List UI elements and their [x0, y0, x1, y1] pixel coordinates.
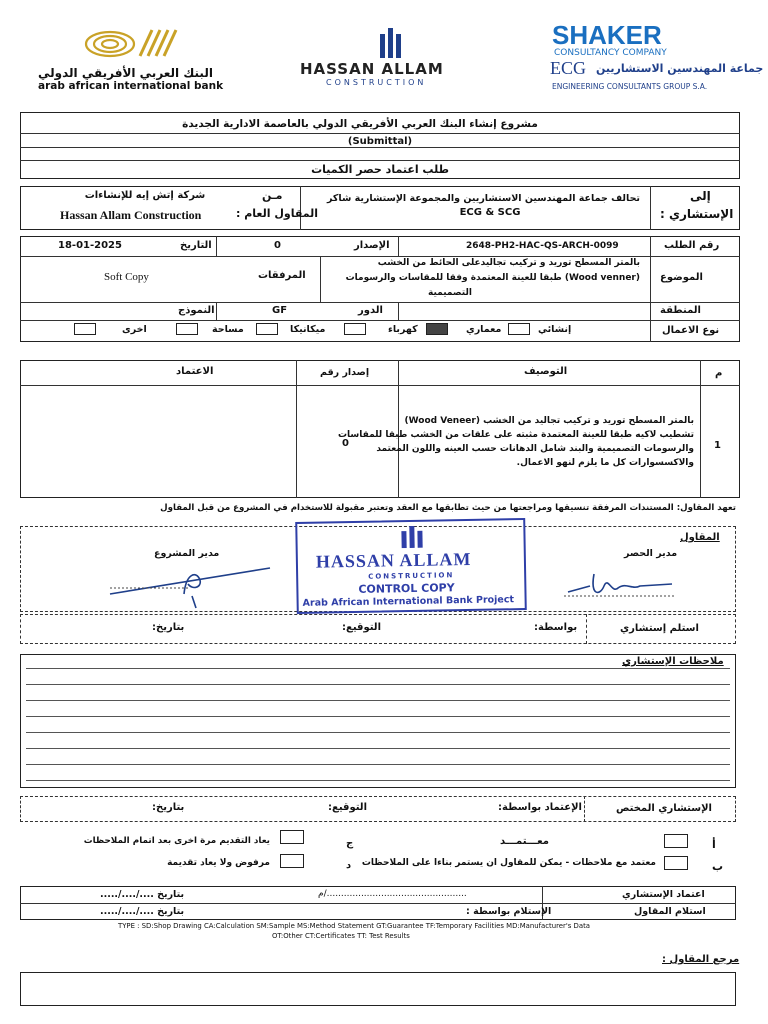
checkbox-survey[interactable] — [176, 323, 198, 335]
footer-date-1[interactable]: بتاريخ ..../..../..... — [100, 889, 185, 900]
control-copy-stamp — [295, 518, 527, 614]
hassan-allam-wordmark: HASSAN ALLAM — [300, 60, 444, 78]
work-type-structural: إنشائي — [538, 324, 572, 335]
approval-m-dots[interactable]: م/................................................. — [318, 889, 467, 899]
decision-a-checkbox[interactable] — [664, 834, 688, 848]
contractor-reference-box[interactable] — [20, 972, 736, 1006]
shaker-wordmark: SHAKER — [552, 20, 662, 50]
row-issue: 0 — [342, 438, 349, 449]
date-label: التاريخ — [180, 240, 212, 251]
received-by-footer-label: الإستلام بواسطة : — [466, 906, 552, 917]
consultant-approval-label: اعتماد الإستشاري — [622, 889, 705, 900]
approval-consultant-label: الإستشاري المختص — [616, 803, 712, 814]
contractor-english: Hassan Allam Construction — [60, 208, 202, 222]
approval-signature-label: التوقيع: — [328, 802, 367, 813]
shaker-logo — [548, 18, 764, 92]
row-description-2: تشطيب لاكيه طبقا للعينة المعتمدة مثبته على علقات من الخشب طبقا للمقاسات — [337, 430, 694, 440]
row-description-1: بالمتر المسطح توريد و تركيب تجاليد من الخشب (Wood Veneer) — [404, 416, 694, 426]
floor-value: GF — [272, 305, 288, 316]
row-no: 1 — [714, 440, 721, 451]
from-label-contractor: المقاول العام : — [236, 207, 319, 220]
aaib-english-name: arab african international bank — [38, 80, 224, 92]
consultant-arabic: تحالف جماعة المهندسين الاستشاريين والمجموعة الإستشارية شاكر — [326, 193, 640, 204]
items-table — [20, 360, 740, 498]
decision-b-checkbox[interactable] — [664, 856, 688, 870]
received-signature-label: التوقيع: — [342, 622, 381, 633]
contractor-reference-label: مرجع المقاول : — [662, 954, 740, 965]
received-consultant-label: استلم إستشاري — [620, 623, 699, 634]
from-label: مـن — [262, 189, 283, 202]
row-description-4: والاكسسوارات كل ما يلزم لنهو الاعمال. — [516, 458, 694, 468]
ecg-arabic: جماعة المهندسين الاستشاريين — [596, 62, 764, 75]
work-type-label: نوع الاعمال — [662, 325, 720, 336]
stamp-project: Arab African International Bank Project — [302, 594, 515, 609]
subject-label: الموضوع — [660, 272, 703, 283]
attachments-value: Soft Copy — [104, 271, 149, 283]
project-title: مشروع إنشاء البنك العربي الأفريقي الدولي بالعاصمة الادارية الجديدة — [182, 118, 538, 130]
issue-label: الإصدار — [354, 240, 390, 251]
work-type-architectural: معماري — [466, 324, 502, 335]
decision-c-text: يعاد التقديم مرة اخرى بعد اتمام الملاحظات — [83, 836, 270, 846]
hassan-allam-emblem-icon — [378, 28, 404, 58]
checkbox-electrical[interactable] — [344, 323, 366, 335]
project-manager-label: مدير المشروع — [154, 548, 220, 559]
checkbox-structural[interactable] — [508, 323, 530, 335]
type-legend-1: TYPE : SD:Shop Drawing CA:Calculation SM:Sample MS:Method Statement GT:Guarantee TF:Temporary Facilities MD:Manufacturer's Data — [118, 922, 591, 930]
decision-c-code: ج — [346, 838, 354, 849]
decision-d-code: د — [346, 860, 352, 871]
to-label-consultant: الإستشاري : — [660, 207, 734, 221]
contractor-commitment: تعهد المقاول: المستندات المرفقة تنسيقها ومراجعتها من حيث تطابقها مع العقد وتعتبر مقبولة للاستخدام في المشروع من قبل المقاول — [160, 503, 736, 513]
aaib-logo — [30, 18, 230, 90]
shaker-sub: CONSULTANCY COMPANY — [554, 48, 667, 58]
decision-b-code: ب — [712, 860, 724, 873]
date-value: 18-01-2025 — [58, 240, 122, 251]
header-no: م — [715, 368, 723, 379]
approval-by-label: الإعتماد بواسطة: — [498, 802, 582, 813]
work-type-mechanical: ميكانيكا — [290, 324, 326, 335]
decision-c-checkbox[interactable] — [280, 830, 304, 844]
checkbox-other[interactable] — [74, 323, 96, 335]
decision-a-code: أ — [712, 838, 716, 851]
remarks-block — [20, 654, 736, 788]
request-title: طلب اعتماد حصر الكميات — [311, 163, 449, 176]
request-no-label: رقم الطلب — [664, 240, 720, 251]
hassan-allam-logo — [296, 28, 486, 90]
row-description-3: والرسومات التصميمية والبند شامل الدهانات حسب العينه واللون المعتمد — [376, 444, 694, 454]
remarks-label: ملاحظات الإستشاري — [622, 656, 724, 667]
subject-line-2: (Wood venner) طبقا للعينة المعتمدة وفقا للمقاسات والرسومات — [345, 273, 640, 283]
type-legend-2: OT:Other CT:Certificates TT: Test Results — [272, 932, 410, 940]
zone-label: المنطقة — [660, 305, 701, 316]
decision-b-text: معتمد مع ملاحظات - يمكن للمقاول ان يستمر بناءا على الملاحظات — [361, 858, 656, 868]
received-by-label: بواسطة: — [534, 622, 578, 633]
contractor-receipt-label: استلام المقاول — [634, 906, 706, 917]
decision-d-text: مرفوض ولا يعاد تقديمة — [167, 858, 270, 868]
floor-label: الدور — [358, 305, 383, 316]
checkbox-architectural[interactable] — [426, 323, 448, 335]
project-manager-signature-icon — [100, 560, 280, 610]
checkbox-mechanical[interactable] — [256, 323, 278, 335]
subject-line-3: التصميمية — [428, 288, 472, 298]
header-approval: الاعتماد — [176, 366, 214, 377]
stamp-emblem-icon — [399, 526, 425, 548]
qs-manager-label: مدير الحصر — [624, 548, 678, 559]
footer-date-2[interactable]: بتاريخ ..../..../..... — [100, 906, 185, 917]
stamp-name: HASSAN ALLAM — [315, 548, 472, 572]
ecg-english: ENGINEERING CONSULTANTS GROUP S.A. — [552, 82, 708, 91]
model-label: النموذج — [178, 305, 215, 316]
consultant-english: ECG & SCG — [459, 207, 521, 218]
work-type-other: اخرى — [122, 324, 147, 335]
header-description: التوصيف — [524, 366, 568, 377]
stamp-control-copy: CONTROL COPY — [358, 581, 455, 596]
decision-a-text: معـــتمـــد — [500, 836, 549, 847]
hassan-allam-sub: CONSTRUCTION — [326, 78, 427, 87]
subject-line-1: بالمتر المسطح توريد و تركيب تجاليدعلى الحائط من الخشب — [377, 258, 640, 268]
qs-manager-signature-icon — [560, 566, 680, 602]
request-no-value: 2648-PH2-HAC-QS-ARCH-0099 — [466, 241, 619, 251]
to-label: إلى — [690, 189, 711, 203]
decision-d-checkbox[interactable] — [280, 854, 304, 868]
header-issue: إصدار رقم — [320, 367, 370, 378]
contractor-sign-label: المقاول — [680, 532, 720, 543]
work-type-electrical: كهرباء — [388, 324, 418, 335]
aaib-emblem-icon — [80, 22, 180, 64]
contractor-arabic: شركة إتش إيه للإنشاءات — [84, 190, 206, 201]
received-date-label: بتاريخ: — [152, 622, 185, 633]
aaib-arabic-name: البنك العربي الأفريقي الدولي — [38, 66, 213, 80]
approval-date-label: بتاريخ: — [152, 802, 185, 813]
issue-value: 0 — [274, 240, 281, 251]
stamp-sub: CONSTRUCTION — [368, 571, 455, 581]
submittal-label: (Submittal) — [347, 136, 413, 147]
attachments-label: المرفقات — [258, 270, 306, 281]
ecg-wordmark: ECG — [550, 58, 586, 78]
work-type-survey: مساحة — [212, 324, 244, 335]
